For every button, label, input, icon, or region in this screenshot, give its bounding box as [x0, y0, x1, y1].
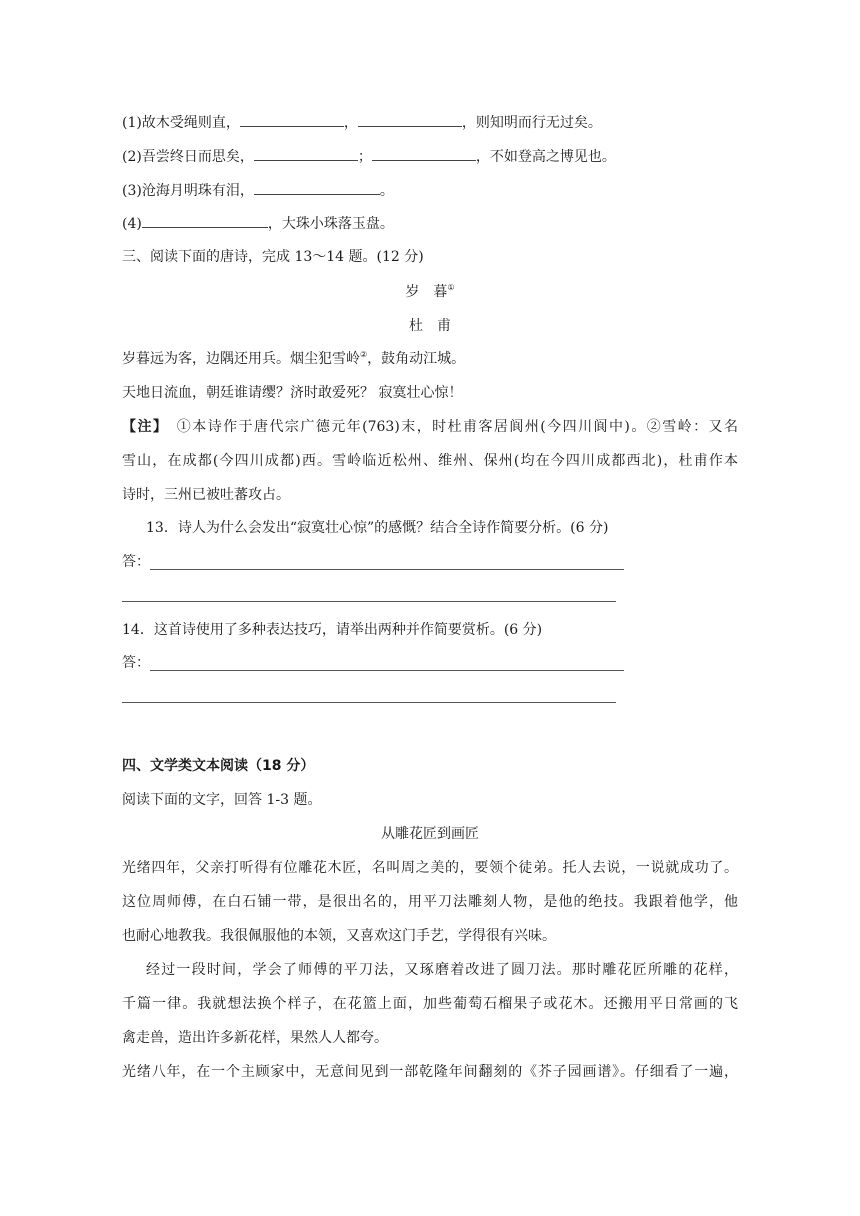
dictation-item-2 [122, 146, 616, 167]
dictation-text: (2)吾尝终日而思矣， [122, 149, 254, 165]
poem-line-2: 天地日流血，朝廷谁请缨？济时敢爱死？ 寂寞壮心惊！ [122, 385, 463, 401]
poem-text: 岁暮远为客，边隅还用兵。烟尘犯雪岭 [122, 351, 360, 367]
dictation-text: ， [343, 115, 358, 131]
dictation-text: ，不如登高之博见也。 [475, 149, 616, 165]
answer-line[interactable] [122, 601, 616, 602]
note-text: ①本诗作于唐代宗广德元年(763)末，时杜甫客居阆州(今四川阆中)。②雪岭：又名 [176, 419, 738, 435]
dictation-text: (1)故木受绳则直， [122, 115, 240, 131]
footnote-marker: ② [360, 350, 368, 359]
poem-title-text: 岁 暮 [405, 284, 448, 300]
answer-blank[interactable] [254, 180, 380, 195]
poem-note-line-1 [122, 417, 738, 437]
paragraph-2-line-1: 经过一段时间，学会了师傅的平刀法，又琢磨着改进了圆刀法。那时雕花匠所雕的花样， [146, 962, 738, 978]
question-13: 13．诗人为什么会发出“寂寞壮心惊”的感慨？结合全诗作简要分析。(6 分) [146, 520, 609, 536]
answer-label-13: 答： [122, 554, 150, 570]
answer-blank[interactable] [254, 146, 358, 161]
poem-note-line-3: 诗时，三州已被吐蕃攻占。 [122, 487, 290, 503]
answer-line[interactable] [122, 702, 616, 703]
dictation-item-3 [122, 180, 394, 201]
note-tag: 【注】 [122, 419, 162, 435]
dictation-text: (3)沧海月明珠有泪， [122, 183, 254, 199]
poet-name: 杜 甫 [409, 318, 451, 334]
dictation-text: ，大珠小珠落玉盘。 [267, 216, 394, 232]
dictation-text: ，则知明而行无过矣。 [461, 115, 602, 131]
dictation-text: 。 [379, 183, 394, 199]
paragraph-3-line-1: 光绪八年，在一个主顾家中，无意间见到一部乾隆年间翻刻的《芥子园画谱》。仔细看了一遍， [122, 1064, 738, 1080]
answer-blank[interactable] [142, 213, 268, 228]
question-14: 14．这首诗使用了多种表达技巧，请举出两种并作简要赏析。(6 分) [122, 622, 543, 638]
dictation-text: ； [357, 149, 372, 165]
paragraph-2-line-2: 千篇一律。我就想法换个样子，在花篮上面，加些葡萄石榴果子或花木。还搬用平日常画的飞 [122, 996, 738, 1012]
paragraph-2-line-3: 禽走兽，造出许多新花样，果然人人都夸。 [122, 1030, 388, 1046]
dictation-item-1 [122, 112, 602, 133]
section3-heading: 三、阅读下面的唐诗，完成 13～14 题。(12 分) [122, 249, 424, 265]
footnote-marker: ① [447, 283, 455, 292]
paragraph-1-line-1: 光绪四年，父亲打听得有位雕花木匠，名叫周之美的，要领个徒弟。托人去说，一说就成功了。 [122, 860, 738, 876]
answer-line[interactable] [150, 670, 624, 671]
section4-instruction: 阅读下面的文字，回答 1-3 题。 [122, 792, 322, 808]
poem-line-1 [122, 349, 465, 369]
answer-blank[interactable] [358, 112, 462, 127]
paragraph-1-line-2: 这位周师傅，在白石铺一带，是很出名的，用平刀法雕刻人物，是他的绝技。我跟着他学，他 [122, 894, 738, 910]
answer-line[interactable] [150, 569, 624, 570]
article-title: 从雕花匠到画匠 [381, 826, 479, 842]
poem-title [0, 282, 860, 302]
poem-text: ，鼓角动江城。 [367, 351, 466, 367]
poem-note-line-2: 雪山，在成都(今四川成都)西。雪岭临近松州、维州、保州(均在今四川成都西北)，杜甫作本 [122, 453, 738, 469]
answer-label-14: 答： [122, 655, 150, 671]
dictation-item-4 [122, 213, 394, 234]
answer-blank[interactable] [240, 112, 344, 127]
paragraph-1-line-3: 也耐心地教我。我很佩服他的本领，又喜欢这门手艺，学得很有兴味。 [122, 928, 556, 944]
section4-heading: 四、文学类文本阅读（18 分） [122, 758, 315, 774]
dictation-text: (4) [122, 216, 142, 232]
answer-blank[interactable] [372, 146, 476, 161]
